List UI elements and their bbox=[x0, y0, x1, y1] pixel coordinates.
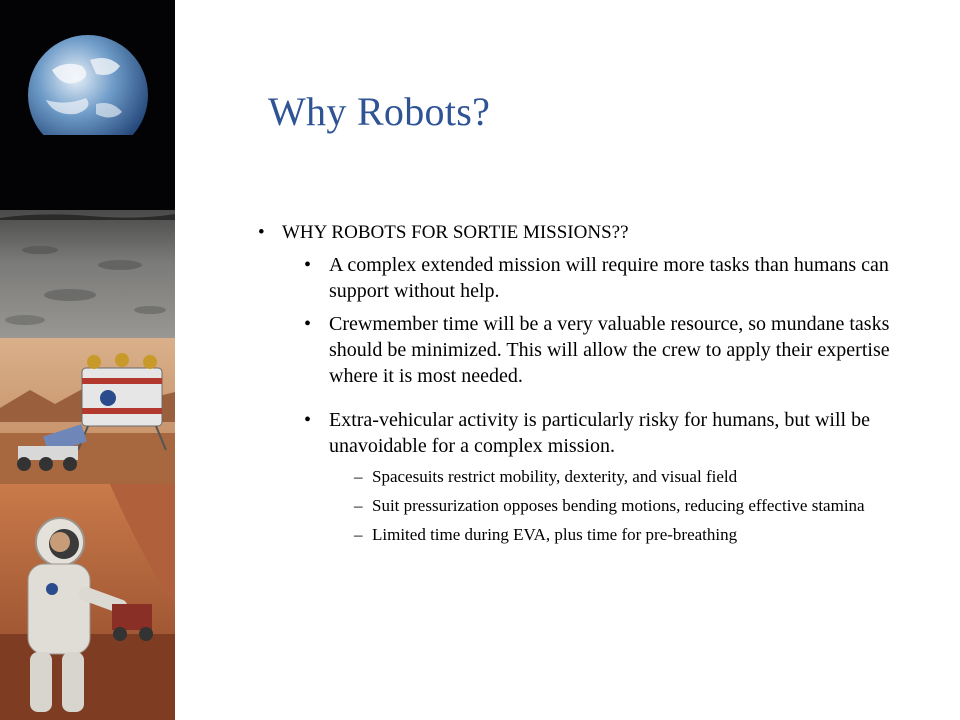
bullet-point: • A complex extended mission will require more tasks than humans can support without help. bbox=[258, 252, 938, 304]
bullet-point: • Crewmember time will be a very valuable resource, so mundane tasks should be minimized. This will allow the crew to apply their expertise where it is most needed. bbox=[258, 311, 938, 389]
bullet-point: • Extra-vehicular activity is particularly risky for humans, but will be unavoidable for a complex mission. bbox=[258, 407, 938, 459]
mars-lander-rover-illustration bbox=[0, 338, 175, 486]
earthrise-photo bbox=[0, 0, 175, 220]
bullet-heading: • WHY ROBOTS FOR SORTIE MISSIONS?? bbox=[258, 220, 938, 246]
image-sidebar bbox=[0, 0, 175, 720]
slide-content bbox=[258, 220, 938, 553]
sub-bullet: – Limited time during EVA, plus time for pre-breathing bbox=[258, 524, 938, 545]
slide-title: Why Robots? bbox=[268, 89, 491, 134]
astronaut-on-mars-illustration bbox=[0, 484, 175, 720]
sub-bullet: – Suit pressurization opposes bending motions, reducing effective stamina bbox=[258, 495, 938, 516]
lunar-surface-photo bbox=[0, 210, 175, 340]
sub-bullet: – Spacesuits restrict mobility, dexterity, and visual field bbox=[258, 466, 938, 487]
